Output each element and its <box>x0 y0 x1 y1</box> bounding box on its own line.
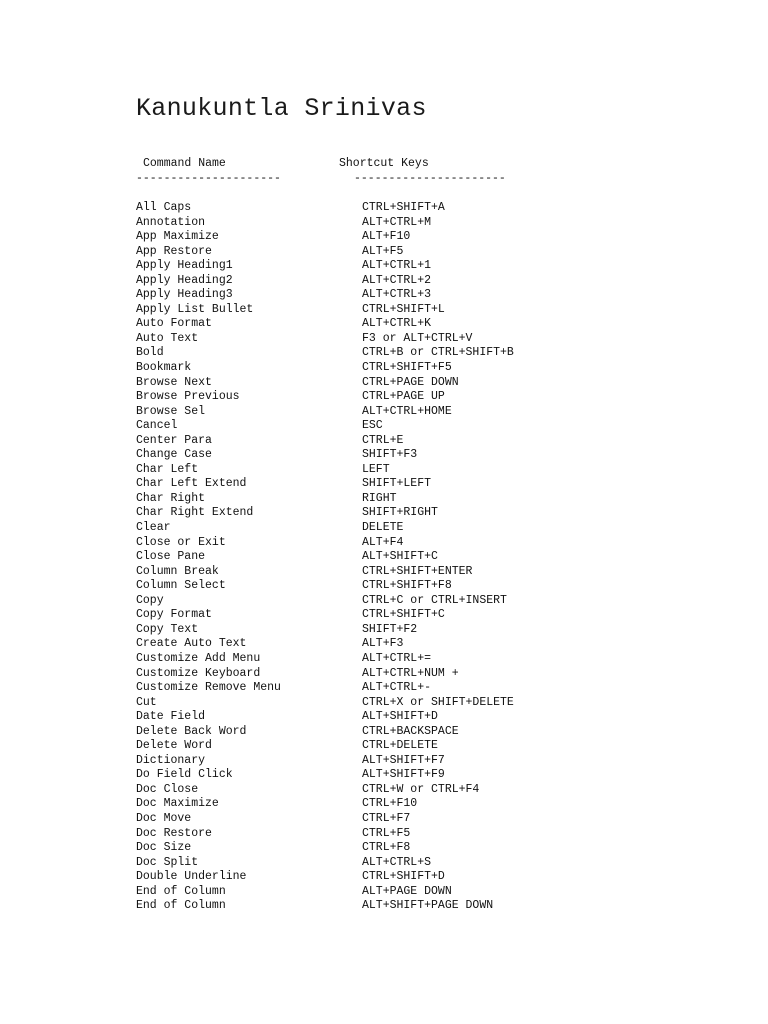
shortcut-keys: CTRL+SHIFT+L <box>362 302 445 316</box>
shortcut-keys: CTRL+E <box>362 433 404 447</box>
list-item <box>136 856 696 871</box>
list-item <box>136 681 696 696</box>
column-header-shortcut-keys: Shortcut Keys <box>339 157 429 170</box>
shortcut-keys: RIGHT <box>362 491 397 505</box>
shortcut-keys: ALT+PAGE DOWN <box>362 884 452 898</box>
shortcut-keys: DELETE <box>362 521 404 535</box>
command-name: Change Case <box>136 448 212 462</box>
shortcut-keys: ALT+CTRL+- <box>362 681 432 695</box>
command-name: Copy Text <box>136 622 199 636</box>
list-item <box>136 565 696 580</box>
command-name: Copy Format <box>136 608 212 622</box>
list-item <box>136 230 696 245</box>
command-name: Browse Sel <box>136 404 206 418</box>
list-item <box>136 667 696 682</box>
command-name: Bookmark <box>136 361 192 375</box>
command-name: Cancel <box>136 419 178 433</box>
shortcut-keys: ALT+F4 <box>362 535 404 549</box>
list-item <box>136 797 696 812</box>
command-name: App Restore <box>136 244 212 258</box>
shortcut-keys: ALT+SHIFT+F7 <box>362 753 445 767</box>
command-name: App Maximize <box>136 230 219 244</box>
command-name: Doc Restore <box>136 826 212 840</box>
command-name: Column Break <box>136 564 219 578</box>
shortcut-keys: CTRL+BACKSPACE <box>362 724 459 738</box>
list-item <box>136 885 696 900</box>
command-name: Doc Move <box>136 811 192 825</box>
shortcut-keys: ALT+F3 <box>362 637 404 651</box>
shortcut-keys: CTRL+F10 <box>362 797 418 811</box>
list-item <box>136 361 696 376</box>
command-name: Char Left Extend <box>136 477 247 491</box>
command-name: Browse Next <box>136 375 212 389</box>
shortcut-keys: SHIFT+F2 <box>362 622 418 636</box>
shortcut-keys: ALT+CTRL+1 <box>362 259 432 273</box>
shortcut-keys: SHIFT+LEFT <box>362 477 432 491</box>
shortcut-keys: ALT+CTRL+NUM + <box>362 666 459 680</box>
command-name: Close Pane <box>136 550 206 564</box>
shortcut-keys: CTRL+SHIFT+F5 <box>362 361 452 375</box>
list-item <box>136 608 696 623</box>
list-item <box>136 899 696 914</box>
shortcut-keys: CTRL+W or CTRL+F4 <box>362 782 480 796</box>
shortcut-keys: ALT+CTRL+2 <box>362 273 432 287</box>
list-item <box>136 463 696 478</box>
list-item <box>136 536 696 551</box>
document-title: Kanukuntla Srinivas <box>136 94 427 123</box>
list-item <box>136 827 696 842</box>
shortcut-keys: ALT+SHIFT+D <box>362 710 438 724</box>
command-name: Auto Text <box>136 331 199 345</box>
shortcut-keys: SHIFT+RIGHT <box>362 506 438 520</box>
command-name: Delete Word <box>136 739 212 753</box>
shortcut-keys: ALT+SHIFT+PAGE DOWN <box>362 899 494 913</box>
command-name: Annotation <box>136 215 206 229</box>
list-item <box>136 506 696 521</box>
command-name: Column Select <box>136 579 226 593</box>
shortcut-keys: ALT+CTRL+HOME <box>362 404 452 418</box>
list-item <box>136 201 696 216</box>
command-name: Doc Size <box>136 841 192 855</box>
list-item <box>136 623 696 638</box>
list-item <box>136 317 696 332</box>
command-name: Apply Heading3 <box>136 288 233 302</box>
list-item <box>136 783 696 798</box>
command-name: End of Column <box>136 899 226 913</box>
command-name: Copy <box>136 593 164 607</box>
shortcut-keys: CTRL+B or CTRL+SHIFT+B <box>362 346 514 360</box>
list-item <box>136 434 696 449</box>
shortcut-keys: SHIFT+F3 <box>362 448 418 462</box>
shortcut-keys: ALT+CTRL+3 <box>362 288 432 302</box>
list-item <box>136 477 696 492</box>
shortcut-keys: CTRL+PAGE DOWN <box>362 375 459 389</box>
command-name: End of Column <box>136 884 226 898</box>
command-name: All Caps <box>136 201 192 214</box>
command-name: Apply Heading2 <box>136 273 233 287</box>
command-name: Char Right Extend <box>136 506 254 520</box>
shortcut-keys: F3 or ALT+CTRL+V <box>362 331 473 345</box>
command-name: Doc Close <box>136 782 199 796</box>
command-name: Char Right <box>136 491 206 505</box>
command-name: Auto Format <box>136 317 212 331</box>
list-item <box>136 245 696 260</box>
list-item <box>136 216 696 231</box>
shortcut-keys: CTRL+F8 <box>362 841 411 855</box>
list-item <box>136 696 696 711</box>
shortcut-keys: CTRL+F5 <box>362 826 411 840</box>
command-name: Apply Heading1 <box>136 259 233 273</box>
shortcut-keys: CTRL+X or SHIFT+DELETE <box>362 695 514 709</box>
shortcut-keys: ALT+F10 <box>362 230 411 244</box>
command-name: Close or Exit <box>136 535 226 549</box>
command-name: Browse Previous <box>136 390 240 404</box>
shortcut-keys: ALT+CTRL+M <box>362 215 432 229</box>
list-item <box>136 768 696 783</box>
list-item <box>136 346 696 361</box>
command-name: Customize Remove Menu <box>136 681 281 695</box>
shortcut-keys: CTRL+SHIFT+D <box>362 870 445 884</box>
shortcut-keys: CTRL+DELETE <box>362 739 438 753</box>
list-item <box>136 288 696 303</box>
shortcut-keys: LEFT <box>362 462 390 476</box>
list-item <box>136 710 696 725</box>
list-item <box>136 405 696 420</box>
shortcut-list <box>136 201 696 914</box>
list-item <box>136 754 696 769</box>
command-name: Clear <box>136 521 171 535</box>
column-header-command-name: Command Name <box>143 157 226 170</box>
command-name: Customize Keyboard <box>136 666 261 680</box>
command-name: Apply List Bullet <box>136 302 254 316</box>
shortcut-keys: ALT+SHIFT+F9 <box>362 768 445 782</box>
shortcut-keys: CTRL+PAGE UP <box>362 390 445 404</box>
command-name: Double Underline <box>136 870 247 884</box>
list-item <box>136 812 696 827</box>
command-name: Date Field <box>136 710 206 724</box>
list-item <box>136 419 696 434</box>
shortcut-keys: CTRL+SHIFT+F8 <box>362 579 452 593</box>
command-name: Bold <box>136 346 164 360</box>
list-item <box>136 637 696 652</box>
shortcut-keys: ALT+CTRL+= <box>362 651 432 665</box>
list-item <box>136 390 696 405</box>
shortcut-keys: ALT+CTRL+S <box>362 855 432 869</box>
column-rule-shortcut-keys: ---------------------- <box>354 172 506 185</box>
command-name: Doc Split <box>136 855 199 869</box>
list-item <box>136 550 696 565</box>
command-name: Customize Add Menu <box>136 651 261 665</box>
shortcut-keys: ALT+SHIFT+C <box>362 550 438 564</box>
command-name: Center Para <box>136 433 212 447</box>
list-item <box>136 274 696 289</box>
list-item <box>136 376 696 391</box>
command-name: Create Auto Text <box>136 637 247 651</box>
command-name: Dictionary <box>136 753 206 767</box>
list-item <box>136 492 696 507</box>
list-item <box>136 870 696 885</box>
list-item <box>136 841 696 856</box>
shortcut-keys: CTRL+C or CTRL+INSERT <box>362 593 507 607</box>
list-item <box>136 725 696 740</box>
command-name: Doc Maximize <box>136 797 219 811</box>
list-item <box>136 259 696 274</box>
list-item <box>136 652 696 667</box>
list-item <box>136 521 696 536</box>
shortcut-keys: CTRL+SHIFT+C <box>362 608 445 622</box>
shortcut-keys: CTRL+F7 <box>362 811 411 825</box>
list-item <box>136 448 696 463</box>
shortcut-keys: CTRL+SHIFT+A <box>362 201 445 214</box>
shortcut-keys: CTRL+SHIFT+ENTER <box>362 564 473 578</box>
list-item <box>136 579 696 594</box>
command-name: Char Left <box>136 462 199 476</box>
list-item <box>136 594 696 609</box>
shortcut-keys: ALT+F5 <box>362 244 404 258</box>
column-rule-command-name: --------------------- <box>136 172 281 185</box>
list-item <box>136 332 696 347</box>
command-name: Cut <box>136 695 157 709</box>
list-item <box>136 303 696 318</box>
list-item <box>136 739 696 754</box>
command-name: Do Field Click <box>136 768 233 782</box>
shortcut-keys: ALT+CTRL+K <box>362 317 432 331</box>
command-name: Delete Back Word <box>136 724 247 738</box>
shortcut-keys: ESC <box>362 419 383 433</box>
